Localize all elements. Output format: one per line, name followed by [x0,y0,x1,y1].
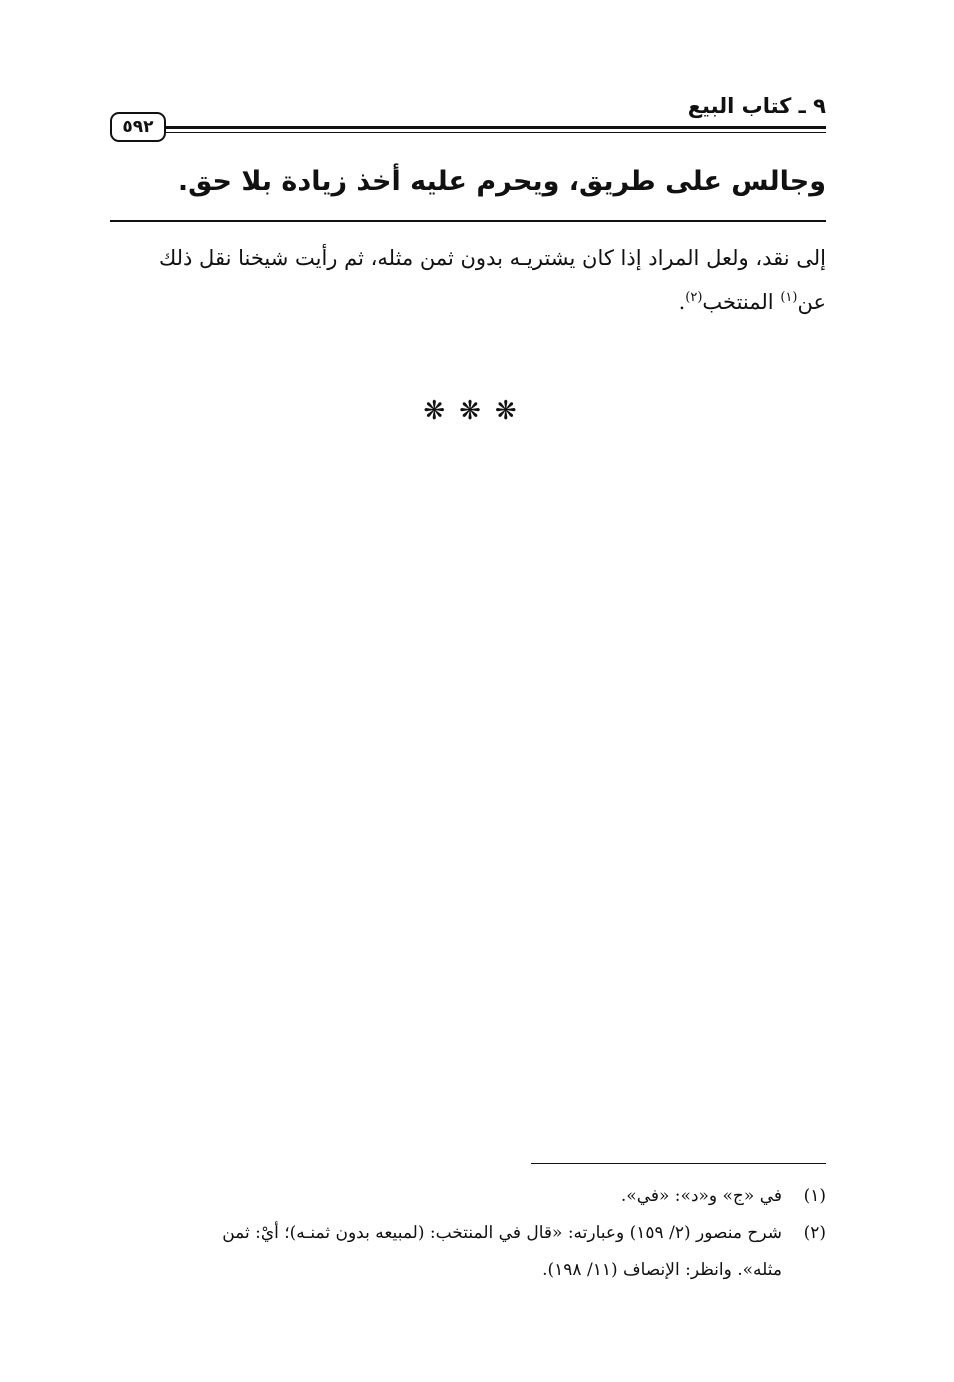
footnote-number: (١) [803,1186,826,1206]
footnote-text: في «ج» و«د»: «في». [620,1186,782,1206]
header-rule-thin [166,132,826,133]
footnote-reference[interactable]: (٢) [685,290,703,305]
footnote-text: مثله». وانظر: الإنصاف (١١/ ١٩٨). [542,1260,782,1280]
footnote-text: شرح منصور (٢/ ١٥٩) وعبارته: «قال في المنتخب: (لمبيعه بدون ثمنـه)؛ أيْ: ثمن [222,1223,782,1243]
commentary-text: عن [797,290,826,314]
footnote-rule [531,1163,826,1164]
section-separator-stars: ❋❋❋ [423,396,531,426]
footnote [110,1178,826,1215]
header-rule [166,126,826,129]
commentary-line: إلى نقد، ولعل المراد إذا كان يشتريـه بدون ثمن مثله، ثم رأيت شيخنا نقل ذلك [158,246,826,270]
footnote [110,1215,826,1289]
commentary-text: . [678,290,686,314]
commentary-line [110,280,826,324]
footnotes [110,1178,826,1289]
chapter-title: ٩ ـ كتاب البيع [687,94,826,118]
commentary-text: المنتخب [702,290,781,314]
footnote-reference[interactable]: (١) [780,290,798,305]
commentary [110,236,826,324]
page-header [110,92,826,144]
matn-divider [110,220,826,222]
page-number: ٥٩٢ [110,112,166,142]
footnote-number: (٢) [803,1223,826,1243]
matn-text: وجالس على طريق، ويحرم عليه أخذ زيادة بلا حق. [177,166,826,197]
